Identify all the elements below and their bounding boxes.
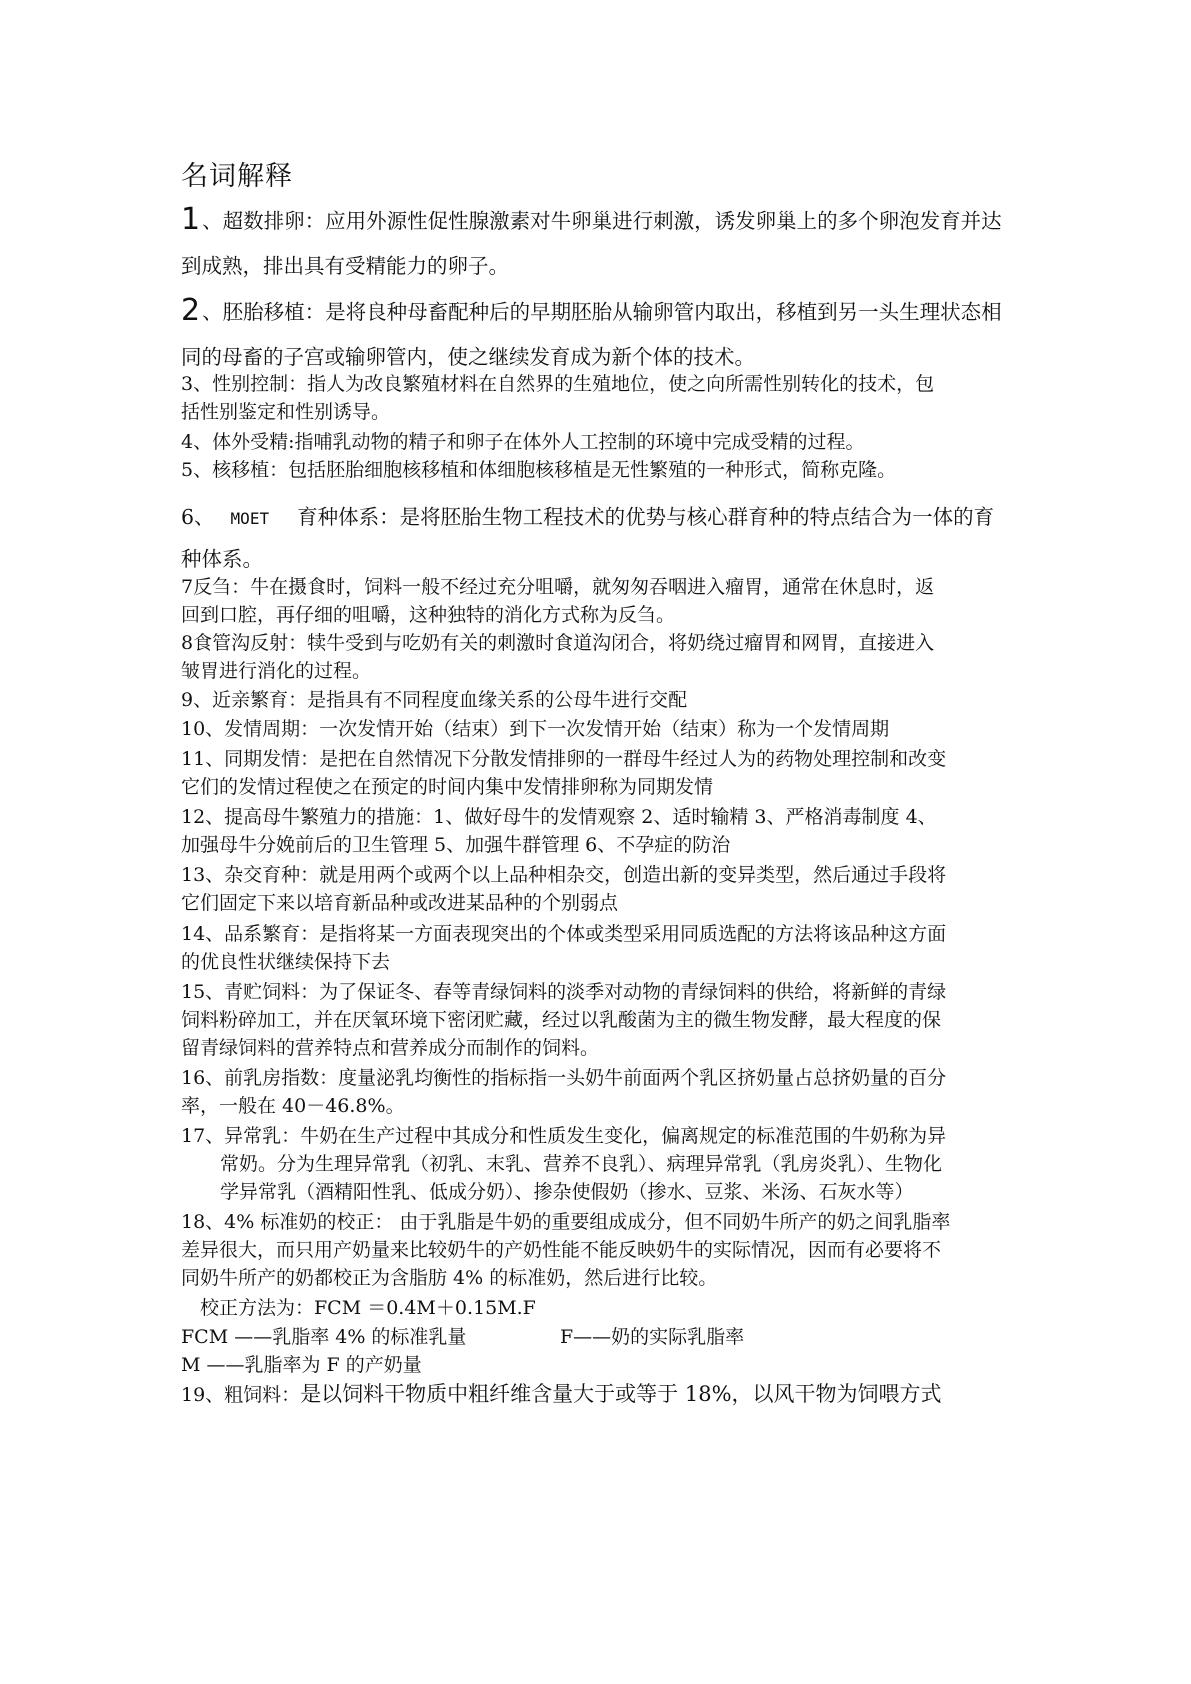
- entry-2-line-2: 同的母畜的子宫或输卵管内，使之继续发育成为新个体的技术。: [181, 345, 755, 369]
- entry-18-line-1: 18、4% 标准奶的校正： 由于乳脂是牛奶的重要组成成分，但不同奶牛所产的奶之间乳脂率: [181, 1211, 951, 1233]
- entry-18-line-2: 差异很大，而只用产奶量来比较奶牛的产奶性能不能反映奶牛的实际情况，因而有必要将不: [181, 1239, 942, 1261]
- entry-12-line-1: 12、提高母牛繁殖力的措施：1、做好母牛的发情观察 2、适时输精 3、严格消毒制度 4、: [181, 806, 937, 828]
- entry-7-line-1: 7反刍：牛在摄食时，饲料一般不经过充分咀嚼，就匆匆吞咽进入瘤胃，通常在休息时，返: [181, 576, 935, 598]
- definition-fcm: FCM ——乳脂率 4% 的标准乳量: [181, 1326, 467, 1348]
- definition-f: F——奶的实际乳脂率: [560, 1326, 745, 1348]
- entry-14-line-2: 的优良性状继续保持下去: [181, 951, 391, 973]
- entry-6-line-2: 种体系。: [181, 547, 263, 571]
- entry-15-line-3: 留青绿饲料的营养特点和营养成分而制作的饲料。: [181, 1037, 600, 1059]
- entry-1-line-1: 1、超数排卵：应用外源性促性腺激素对牛卵巢进行刺激，诱发卵巢上的多个卵泡发育并达: [181, 202, 1002, 237]
- page-title: 名词解释: [181, 161, 293, 192]
- entry-17-line-1: 17、异常乳：牛奶在生产过程中其成分和性质发生变化，偏离规定的标准范围的牛奶称为异: [181, 1125, 947, 1147]
- entry-13-line-2: 它们固定下来以培育新品种或改进某品种的个别弱点: [181, 892, 619, 914]
- entry-11-line-2: 它们的发情过程使之在预定的时间内集中发情排卵称为同期发情: [181, 776, 714, 798]
- entry-2-number: 2: [181, 293, 201, 328]
- moet-term: MOET: [230, 509, 270, 528]
- entry-12-line-2: 加强母牛分娩前后的卫生管理 5、加强牛群管理 6、不孕症的防治: [181, 834, 731, 856]
- entry-2-line-1: 2、胚胎移植：是将良种母畜配种后的早期胚胎从输卵管内取出，移植到另一头生理状态相: [181, 293, 1002, 328]
- entry-19-line-1: 19、粗饲料：是以饲料干物质中粗纤维含量大于或等于 18%，以风干物为饲喂方式: [181, 1382, 942, 1406]
- entry-15-line-2: 饲料粉碎加工，并在厌氧环境下密闭贮藏，经过以乳酸菌为主的微生物发酵，最大程度的保: [181, 1009, 942, 1031]
- entry-1-number: 1: [181, 202, 201, 237]
- entry-6-line-1: 6、 MOET 育种体系：是将胚胎生物工程技术的优势与核心群育种的特点结合为一体的育: [181, 505, 995, 529]
- entry-10-line-1: 10、发情周期：一次发情开始（结束）到下一次发情开始（结束）称为一个发情周期: [181, 718, 890, 740]
- entry-3-line-2: 括性别鉴定和性别诱导。: [181, 401, 391, 423]
- entry-3-line-1: 3、性别控制：指人为改良繁殖材料在自然界的生殖地位，使之向所需性别转化的技术，包: [181, 373, 935, 395]
- entry-5-line-1: 5、核移植：包括胚胎细胞核移植和体细胞核移植是无性繁殖的一种形式，简称克隆。: [181, 459, 897, 481]
- entry-7-line-2: 回到口腔，再仔细的咀嚼，这种独特的消化方式称为反刍。: [181, 604, 676, 626]
- entry-17-line-3: 学异常乳（酒精阳性乳、低成分奶）、掺杂使假奶（掺水、豆浆、米汤、石灰水等）: [220, 1181, 914, 1203]
- entry-8-line-1: 8食管沟反射：犊牛受到与吃奶有关的刺激时食道沟闭合，将奶绕过瘤胃和网胃，直接进入: [181, 632, 935, 654]
- correction-formula: 校正方法为：FCM ＝0.4M＋0.15M.F: [200, 1297, 536, 1319]
- entry-11-line-1: 11、同期发情：是把在自然情况下分散发情排卵的一群母牛经过人为的药物处理控制和改变: [181, 748, 947, 770]
- entry-4-line-1: 4、体外受精:指哺乳动物的精子和卵子在体外人工控制的环境中完成受精的过程。: [181, 431, 865, 453]
- definition-m: M ——乳脂率为 F 的产奶量: [181, 1354, 422, 1376]
- entry-14-line-1: 14、品系繁育：是指将某一方面表现突出的个体或类型采用同质选配的方法将该品种这方面: [181, 923, 947, 945]
- entry-16-line-2: 率，一般在 40－46.8%。: [181, 1095, 405, 1117]
- entry-13-line-1: 13、杂交育种：就是用两个或两个以上品种相杂交，创造出新的变异类型，然后通过手段将: [181, 864, 947, 886]
- entry-15-line-1: 15、青贮饲料：为了保证冬、春等青绿饲料的淡季对动物的青绿饲料的供给，将新鲜的青绿: [181, 981, 947, 1003]
- entry-18-line-3: 同奶牛所产的奶都校正为含脂肪 4% 的标准奶，然后进行比较。: [181, 1267, 718, 1289]
- entry-16-line-1: 16、前乳房指数：度量泌乳均衡性的指标指一头奶牛前面两个乳区挤奶量占总挤奶量的百分: [181, 1067, 947, 1089]
- entry-17-line-2: 常奶。分为生理异常乳（初乳、末乳、营养不良乳）、病理异常乳（乳房炎乳）、生物化: [220, 1153, 943, 1175]
- entry-9-line-1: 9、近亲繁育：是指具有不同程度血缘关系的公母牛进行交配: [181, 689, 688, 711]
- entry-1-line-2: 到成熟，排出具有受精能力的卵子。: [181, 254, 509, 278]
- entry-8-line-2: 皱胃进行消化的过程。: [181, 660, 372, 682]
